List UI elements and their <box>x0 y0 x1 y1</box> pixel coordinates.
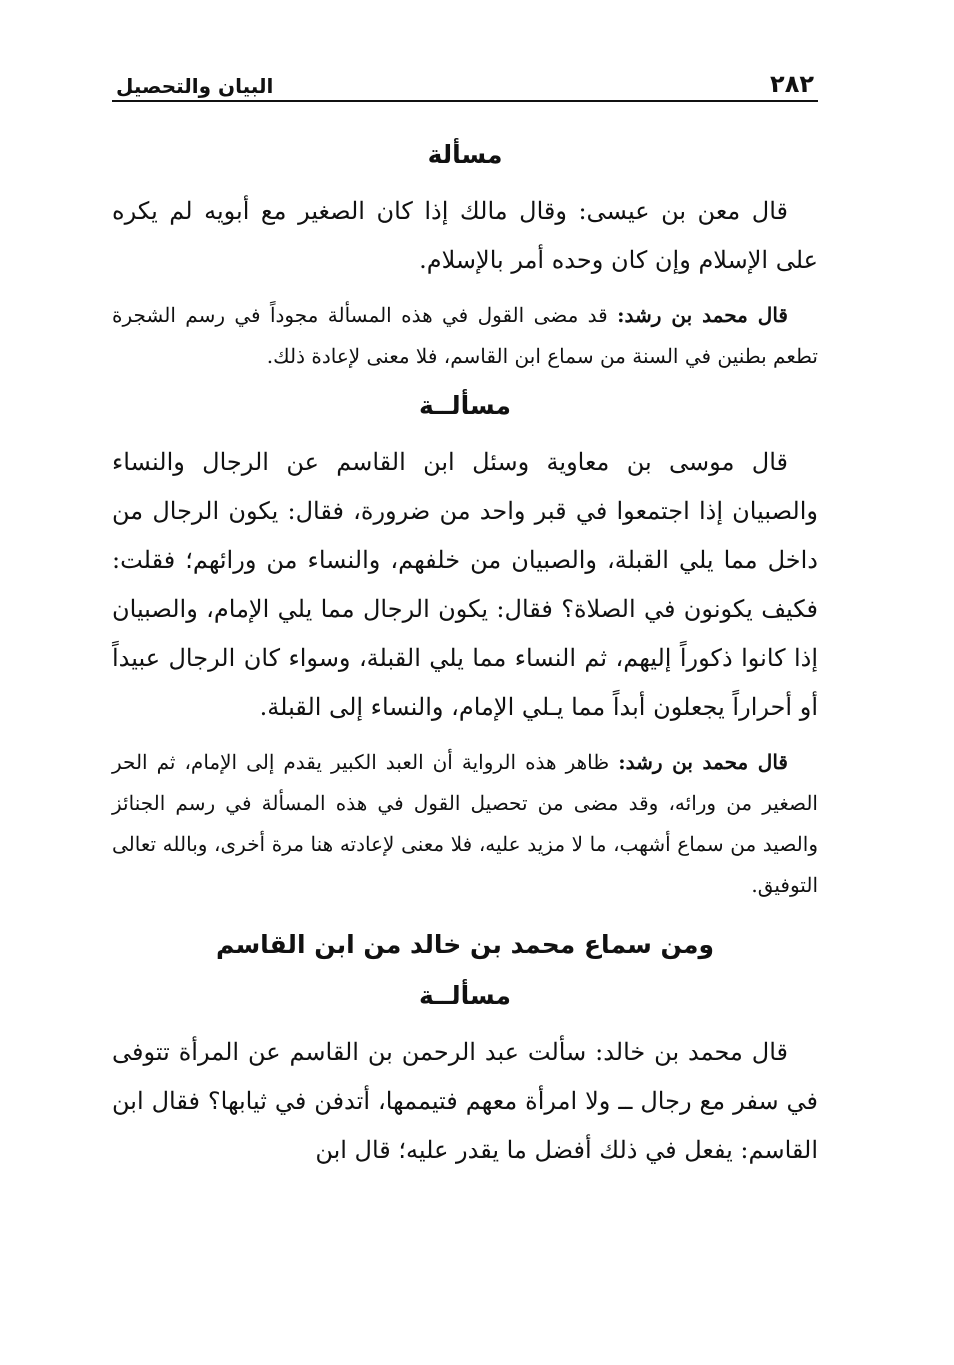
commentary-paragraph <box>112 295 818 377</box>
section-heading: مسألــة <box>419 981 511 1010</box>
commentary-paragraph <box>112 742 818 906</box>
section-heading: مسألة <box>427 140 503 169</box>
running-header <box>112 60 818 102</box>
paragraph-text: قال محمد بن خالد: سألت عبد الرحمن بن القاسم عن المرأة تتوفى في سفر مع رجال ــ ولا امرأة معهم فتيممها، أتدفن في ثيابها؟ فقال ابن القاسم: يفعل في ذلك أفضل ما يقدر عليه؛ قال ابن <box>112 1038 818 1164</box>
paragraph <box>112 438 818 732</box>
paragraph <box>112 187 818 285</box>
paragraph <box>112 1028 818 1175</box>
commentary-text: قد مضى القول في هذه المسألة مجوداً في رسم الشجرة تطعم بطنين في السنة من سماع ابن القاسم، فلا معنى لإعادة ذلك. <box>112 303 818 368</box>
commentator-label: قال محمد بن رشد: <box>617 303 788 327</box>
paragraph-text: قال معن بن عيسى: وقال مالك إذا كان الصغير مع أبويه لم يكره على الإسلام وإن كان وحده أمر بالإسلام. <box>112 197 818 274</box>
book-title: البيان والتحصيل <box>116 74 274 98</box>
commentator-label: قال محمد بن رشد: <box>618 750 788 774</box>
paragraph-text: قال موسى بن معاوية وسئل ابن القاسم عن الرجال والنساء والصبيان إذا اجتمعوا في قبر واحد من ضرورة، فقال: يكون الرجال من داخل مما يلي القبلة، والصبيان من خلفهم، والنساء من ورائهم؛ فقلت: فكيف يكونون في الصلاة؟ فقال: يكون الرجال مما يلي الإمام، والصبيان إذا كانوا ذكوراً إليهم، ثم النساء مما يلي القبلة، وسواء كان الرجال عبيداً أو أحراراً يجعلون أبداً مما يـلي الإمام، والنساء إلى القبلة. <box>112 448 818 721</box>
chapter-title: ومن سماع محمد بن خالد من ابن القاسم <box>215 930 715 959</box>
page-number: ٢٨٢ <box>770 70 814 98</box>
commentary-text: ظاهر هذه الرواية أن العبد الكبير يقدم إلى الإمام، ثم الحر الصغير من ورائه، وقد مضى من تحصيل القول في هذه المسألة في رسم الجنائز والصيد من سماع أشهب، ما لا مزيد عليه، فلا معنى لإعادته هنا مرة أخرى، وبالله تعالى التوفيق. <box>112 750 818 897</box>
section-heading: مسألــة <box>419 391 511 420</box>
book-page <box>112 60 818 1175</box>
